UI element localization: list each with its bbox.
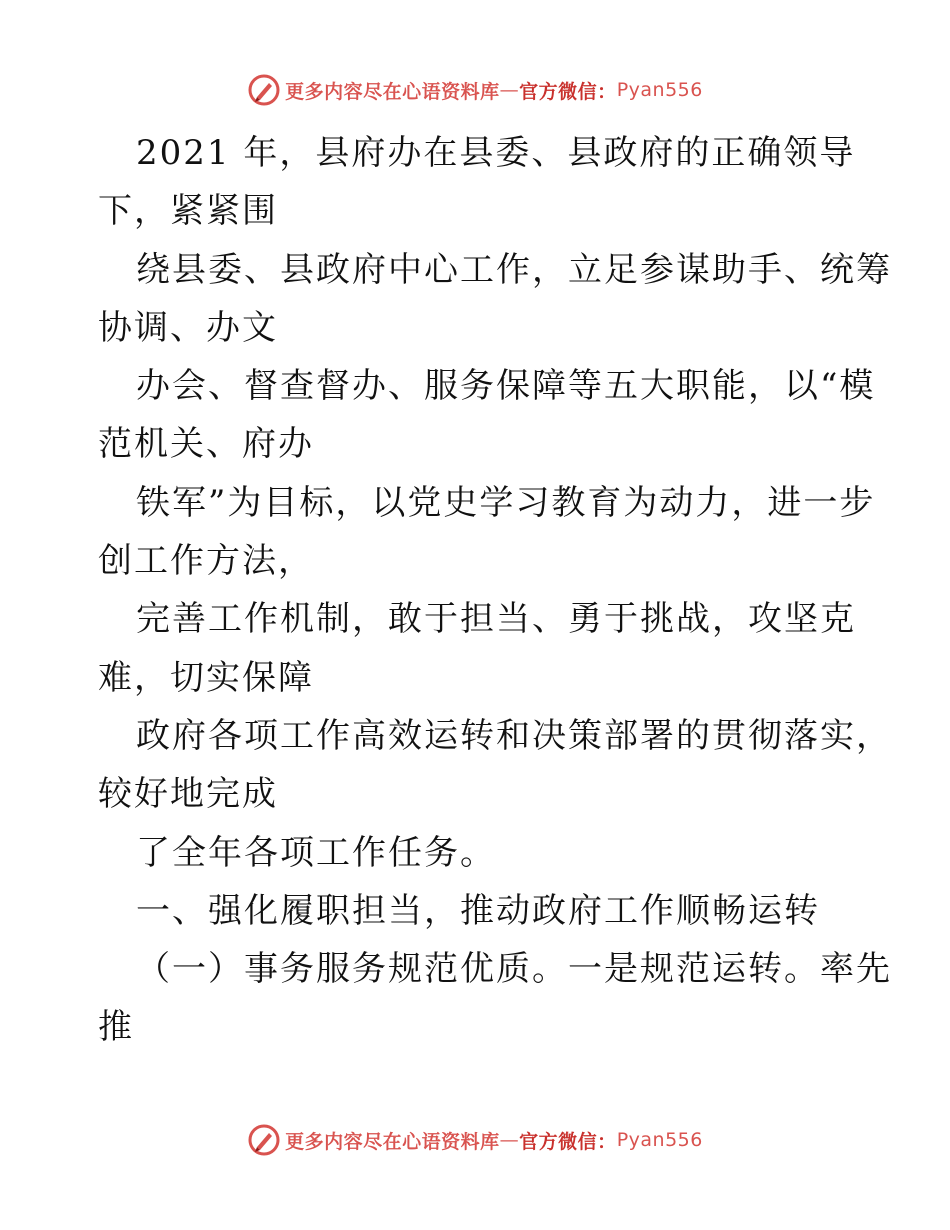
watermark-id: Pyan556 xyxy=(616,1129,703,1151)
body-line: 协调、办文 xyxy=(98,307,278,348)
body-line: 办会、督查督办、服务保障等五大职能，以“模 xyxy=(136,366,876,407)
body-line: 完善工作机制，敢于担当、勇于挑战，攻坚克 xyxy=(136,599,856,640)
watermark-label: 官方微信： xyxy=(519,80,617,103)
body-line: 政府各项工作高效运转和决策部署的贯彻落实， xyxy=(136,715,892,756)
pen-logo-icon xyxy=(247,73,281,107)
body-line: 创工作方法， xyxy=(98,541,314,582)
watermark-dash: — xyxy=(499,79,520,101)
watermark-brand: 更多内容尽在心语资料库 xyxy=(285,80,500,103)
watermark-brand: 更多内容尽在心语资料库 xyxy=(285,1130,500,1153)
pen-logo-icon xyxy=(247,1123,281,1157)
body-line: 铁军”为目标，以党史学习教育为动力，进一步 xyxy=(136,482,876,523)
body-line: 难，切实保障 xyxy=(98,657,314,698)
document-body xyxy=(98,124,892,1057)
section-heading: 一、强化履职担当，推动政府工作顺畅运转 xyxy=(136,890,820,931)
body-line: 较好地完成 xyxy=(98,774,278,815)
body-line: 绕县委、县政府中心工作，立足参谋助手、统筹 xyxy=(136,249,892,290)
body-line: 2021 年，县府办在县委、县政府的正确领导 xyxy=(136,133,856,173)
watermark-id: Pyan556 xyxy=(616,79,703,101)
header-watermark xyxy=(0,72,950,108)
watermark-dash: — xyxy=(499,1129,520,1151)
footer-watermark xyxy=(0,1122,950,1158)
body-line: 范机关、府办 xyxy=(98,424,314,465)
body-line: 下，紧紧围 xyxy=(98,191,278,232)
watermark-label: 官方微信： xyxy=(519,1130,617,1153)
body-line: （一）事务服务规范优质。一是规范运转。率先 xyxy=(136,949,892,990)
body-line: 了全年各项工作任务。 xyxy=(136,832,496,873)
body-line: 推 xyxy=(98,1007,134,1048)
